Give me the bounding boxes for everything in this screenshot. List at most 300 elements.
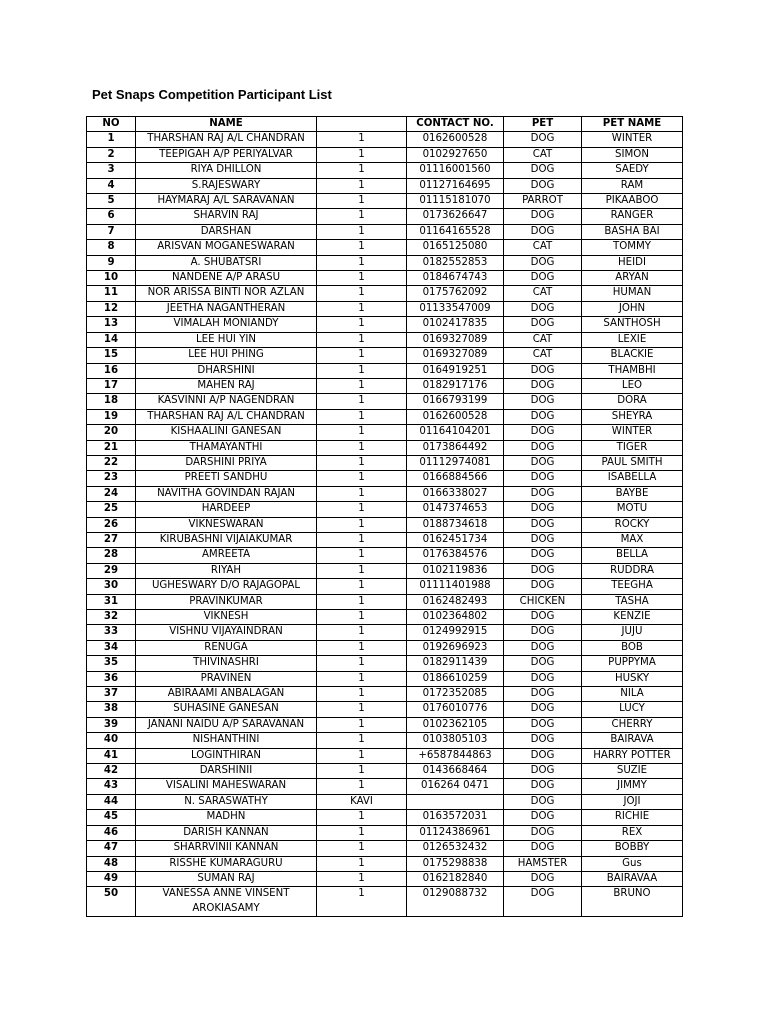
header-row [87,117,683,132]
pet-name: ROCKY [582,517,683,532]
contact-no: 01164104201 [407,425,504,440]
pet-type: DOG [504,764,582,779]
entry-count: 1 [317,163,407,178]
contact-no: 0166338027 [407,486,504,501]
participant-name: KISHAALINI GANESAN [136,425,317,440]
contact-no: +6587844863 [407,748,504,763]
pet-type: DOG [504,271,582,286]
table-row [87,502,683,517]
contact-no: 0165125080 [407,240,504,255]
pet-name: HUMAN [582,286,683,301]
entry-count: 1 [317,779,407,794]
table-row [87,271,683,286]
pet-type: DOG [504,825,582,840]
participant-name: N. SARASWATHY [136,794,317,809]
entry-count: 1 [317,194,407,209]
table-row [87,625,683,640]
pet-type: DOG [504,255,582,270]
pet-name: NILA [582,687,683,702]
participant-name: SUHASINE GANESAN [136,702,317,717]
contact-no: 0147374653 [407,502,504,517]
entry-count: 1 [317,687,407,702]
pet-type: DOG [504,502,582,517]
entry-count: 1 [317,255,407,270]
table-row [87,194,683,209]
entry-count: 1 [317,563,407,578]
pet-name: WINTER [582,425,683,440]
contact-no: 0182917176 [407,378,504,393]
entry-count: KAVI [317,794,407,809]
pet-name: REX [582,825,683,840]
participant-name: UGHESWARY D/O RAJAGOPAL [136,579,317,594]
pet-name: SUZIE [582,764,683,779]
participant-name: NOR ARISSA BINTI NOR AZLAN [136,286,317,301]
contact-no: 0175762092 [407,286,504,301]
row-no: 24 [87,486,136,501]
pet-type: DOG [504,579,582,594]
contact-no: 0186610259 [407,671,504,686]
pet-type: DOG [504,871,582,886]
contact-no: 0166793199 [407,394,504,409]
row-no: 8 [87,240,136,255]
pet-type: DOG [504,702,582,717]
participant-name: NANDENE A/P ARASU [136,271,317,286]
row-no: 3 [87,163,136,178]
pet-type: DOG [504,440,582,455]
pet-name: TIGER [582,440,683,455]
row-no: 45 [87,810,136,825]
participant-name: DARSHAN [136,224,317,239]
table-row [87,394,683,409]
pet-type: DOG [504,548,582,563]
pet-name: BAIRAVAA [582,871,683,886]
participant-name: RENUGA [136,640,317,655]
pet-type: DOG [504,671,582,686]
pet-type: DOG [504,209,582,224]
row-no: 49 [87,871,136,886]
entry-count: 1 [317,224,407,239]
contact-no: 01115181070 [407,194,504,209]
participant-name: THARSHAN RAJ A/L CHANDRAN [136,409,317,424]
table-row [87,178,683,193]
row-no: 47 [87,841,136,856]
participant-name: KASVINNI A/P NAGENDRAN [136,394,317,409]
participant-name: THAMAYANTHI [136,440,317,455]
pet-name: BASHA BAI [582,224,683,239]
contact-no: 0166884566 [407,471,504,486]
entry-count: 1 [317,702,407,717]
contact-no: 01111401988 [407,579,504,594]
pet-type: DOG [504,640,582,655]
contact-no: 0162451734 [407,532,504,547]
pet-name: BAYBE [582,486,683,501]
row-no: 36 [87,671,136,686]
contact-no: 0169327089 [407,348,504,363]
participant-name: ARISVAN MOGANESWARAN [136,240,317,255]
pet-name: MAX [582,532,683,547]
entry-count: 1 [317,301,407,316]
header-contact: CONTACT NO. [407,117,504,132]
pet-name: PUPPYMA [582,656,683,671]
pet-type: DOG [504,779,582,794]
header-blank [317,117,407,132]
contact-no: 0182911439 [407,656,504,671]
entry-count: 1 [317,286,407,301]
participant-name: DARSHINII [136,764,317,779]
row-no: 35 [87,656,136,671]
table-row [87,764,683,779]
contact-no: 01116001560 [407,163,504,178]
table-row [87,132,683,147]
table-row [87,610,683,625]
row-no: 19 [87,409,136,424]
entry-count: 1 [317,425,407,440]
entry-count: 1 [317,317,407,332]
participant-name: A. SHUBATSRI [136,255,317,270]
pet-name: RANGER [582,209,683,224]
participant-name: TEEPIGAH A/P PERIYALVAR [136,147,317,162]
contact-no: 01164165528 [407,224,504,239]
entry-count: 1 [317,502,407,517]
table-row [87,548,683,563]
row-no: 26 [87,517,136,532]
pet-type: DOG [504,794,582,809]
row-no: 15 [87,348,136,363]
pet-type: CAT [504,348,582,363]
pet-name: PIKAABOO [582,194,683,209]
table-row [87,363,683,378]
pet-type: DOG [504,178,582,193]
pet-name: HUSKY [582,671,683,686]
table-row [87,810,683,825]
entry-count: 1 [317,394,407,409]
pet-type: PARROT [504,194,582,209]
table-row [87,733,683,748]
pet-type: DOG [504,486,582,501]
header-no: NO [87,117,136,132]
pet-name: SHEYRA [582,409,683,424]
pet-name: MOTU [582,502,683,517]
pet-type: DOG [504,409,582,424]
pet-type: DOG [504,455,582,470]
pet-name: RICHIE [582,810,683,825]
contact-no [407,794,504,809]
row-no: 42 [87,764,136,779]
table-row [87,887,683,917]
pet-type: CAT [504,240,582,255]
pet-name: ARYAN [582,271,683,286]
entry-count: 1 [317,610,407,625]
pet-type: DOG [504,841,582,856]
pet-name: LEXIE [582,332,683,347]
participant-name: S.RAJESWARY [136,178,317,193]
participant-name: SHARRVINII KANNAN [136,841,317,856]
entry-count: 1 [317,378,407,393]
entry-count: 1 [317,717,407,732]
pet-name: TASHA [582,594,683,609]
pet-type: HAMSTER [504,856,582,871]
table-row [87,779,683,794]
pet-type: DOG [504,224,582,239]
contact-no: 0182552853 [407,255,504,270]
pet-name: TEEGHA [582,579,683,594]
row-no: 25 [87,502,136,517]
row-no: 17 [87,378,136,393]
row-no: 2 [87,147,136,162]
contact-no: 0176384576 [407,548,504,563]
pet-name: BOB [582,640,683,655]
contact-no: 0162482493 [407,594,504,609]
row-no: 4 [87,178,136,193]
participant-name: MADHN [136,810,317,825]
pet-type: DOG [504,363,582,378]
entry-count: 1 [317,548,407,563]
participant-name: NAVITHA GOVINDAN RAJAN [136,486,317,501]
row-no: 20 [87,425,136,440]
entry-count: 1 [317,748,407,763]
row-no: 38 [87,702,136,717]
pet-type: DOG [504,517,582,532]
pet-name: JIMMY [582,779,683,794]
contact-no: 0184674743 [407,271,504,286]
row-no: 48 [87,856,136,871]
participant-name: PREETI SANDHU [136,471,317,486]
pet-name: SANTHOSH [582,317,683,332]
entry-count: 1 [317,625,407,640]
participant-name: SHARVIN RAJ [136,209,317,224]
contact-no: 0102119836 [407,563,504,578]
row-no: 13 [87,317,136,332]
contact-no: 01127164695 [407,178,504,193]
row-no: 18 [87,394,136,409]
table-row [87,517,683,532]
pet-name: BOBBY [582,841,683,856]
pet-type: DOG [504,687,582,702]
participant-name: ABIRAAMI ANBALAGAN [136,687,317,702]
pet-name: KENZIE [582,610,683,625]
row-no: 9 [87,255,136,270]
contact-no: 0126532432 [407,841,504,856]
entry-count: 1 [317,656,407,671]
entry-count: 1 [317,871,407,886]
row-no: 5 [87,194,136,209]
table-row [87,224,683,239]
table-row [87,841,683,856]
page-title: Pet Snaps Competition Participant List [92,87,332,102]
pet-type: DOG [504,563,582,578]
participant-name: NISHANTHINI [136,733,317,748]
participant-name: JEETHA NAGANTHERAN [136,301,317,316]
participant-name: HARDEEP [136,502,317,517]
pet-name: THAMBHI [582,363,683,378]
contact-no: 0162182840 [407,871,504,886]
entry-count: 1 [317,455,407,470]
pet-type: DOG [504,378,582,393]
participant-name: PRAVINEN [136,671,317,686]
table-row [87,856,683,871]
pet-type: CHICKEN [504,594,582,609]
entry-count: 1 [317,209,407,224]
pet-name: CHERRY [582,717,683,732]
table-row [87,163,683,178]
pet-name: SAEDY [582,163,683,178]
pet-type: CAT [504,147,582,162]
table-row [87,871,683,886]
pet-name: JUJU [582,625,683,640]
participant-name: MAHEN RAJ [136,378,317,393]
row-no: 46 [87,825,136,840]
pet-type: CAT [504,332,582,347]
entry-count: 1 [317,440,407,455]
participant-name: SUMAN RAJ [136,871,317,886]
pet-type: DOG [504,625,582,640]
row-no: 30 [87,579,136,594]
pet-name: BAIRAVA [582,733,683,748]
entry-count: 1 [317,841,407,856]
participant-name: THARSHAN RAJ A/L CHANDRAN [136,132,317,147]
entry-count: 1 [317,132,407,147]
row-no: 23 [87,471,136,486]
contact-no: 0175298838 [407,856,504,871]
pet-name: BRUNO [582,887,683,917]
entry-count: 1 [317,579,407,594]
pet-type: DOG [504,810,582,825]
participant-name: KIRUBASHNI VIJAIAKUMAR [136,532,317,547]
pet-name: LUCY [582,702,683,717]
row-no: 14 [87,332,136,347]
participant-name: VISALINI MAHESWARAN [136,779,317,794]
row-no: 39 [87,717,136,732]
entry-count: 1 [317,363,407,378]
entry-count: 1 [317,532,407,547]
table-row [87,579,683,594]
row-no: 33 [87,625,136,640]
contact-no: 01133547009 [407,301,504,316]
contact-no: 0162600528 [407,409,504,424]
entry-count: 1 [317,640,407,655]
participant-table [86,116,683,917]
table-row [87,332,683,347]
row-no: 16 [87,363,136,378]
participant-name: AMREETA [136,548,317,563]
entry-count: 1 [317,671,407,686]
contact-no: 016264 0471 [407,779,504,794]
row-no: 43 [87,779,136,794]
participant-name: VIMALAH MONIANDY [136,317,317,332]
pet-type: DOG [504,717,582,732]
participant-name: VIKNESWARAN [136,517,317,532]
pet-type: DOG [504,394,582,409]
row-no: 34 [87,640,136,655]
row-no: 28 [87,548,136,563]
pet-type: DOG [504,317,582,332]
row-no: 6 [87,209,136,224]
header-name: NAME [136,117,317,132]
table-row [87,147,683,162]
contact-no: 0143668464 [407,764,504,779]
row-no: 50 [87,887,136,917]
table-row [87,486,683,501]
pet-name: JOJI [582,794,683,809]
table-row [87,440,683,455]
entry-count: 1 [317,764,407,779]
table-row [87,209,683,224]
contact-no: 0129088732 [407,887,504,917]
participant-name: LEE HUI PHING [136,348,317,363]
pet-name: PAUL SMITH [582,455,683,470]
contact-no: 0164919251 [407,363,504,378]
row-no: 40 [87,733,136,748]
header-pet-name: PET NAME [582,117,683,132]
entry-count: 1 [317,517,407,532]
entry-count: 1 [317,825,407,840]
participant-name: DHARSHINI [136,363,317,378]
contact-no: 0124992915 [407,625,504,640]
entry-count: 1 [317,471,407,486]
contact-no: 0162600528 [407,132,504,147]
participant-name: VISHNU VIJAYAINDRAN [136,625,317,640]
pet-name: TOMMY [582,240,683,255]
participant-name: HAYMARAJ A/L SARAVANAN [136,194,317,209]
participant-name: RISSHE KUMARAGURU [136,856,317,871]
row-no: 31 [87,594,136,609]
participant-name: DARSHINI PRIYA [136,455,317,470]
participant-name: THIVINASHRI [136,656,317,671]
table-row [87,409,683,424]
participant-name: VANESSA ANNE VINSENT AROKIASAMY [136,887,317,917]
table-row [87,301,683,316]
contact-no: 0169327089 [407,332,504,347]
entry-count: 1 [317,240,407,255]
table-row [87,240,683,255]
row-no: 44 [87,794,136,809]
pet-type: DOG [504,532,582,547]
contact-no: 0176010776 [407,702,504,717]
pet-name: RAM [582,178,683,193]
header-pet: PET [504,117,582,132]
row-no: 1 [87,132,136,147]
table-row [87,794,683,809]
row-no: 22 [87,455,136,470]
pet-type: DOG [504,733,582,748]
contact-no: 01124386961 [407,825,504,840]
pet-name: HEIDI [582,255,683,270]
contact-no: 0188734618 [407,517,504,532]
pet-name: BELLA [582,548,683,563]
participant-name: DARISH KANNAN [136,825,317,840]
participant-name: LEE HUI YIN [136,332,317,347]
row-no: 27 [87,532,136,547]
contact-no: 0172352085 [407,687,504,702]
table-row [87,286,683,301]
pet-type: DOG [504,610,582,625]
contact-no: 0102362105 [407,717,504,732]
contact-no: 0103805103 [407,733,504,748]
pet-type: DOG [504,163,582,178]
pet-name: BLACKIE [582,348,683,363]
table-row [87,378,683,393]
entry-count: 1 [317,178,407,193]
pet-name: SIMON [582,147,683,162]
table-row [87,717,683,732]
table-row [87,348,683,363]
entry-count: 1 [317,733,407,748]
row-no: 21 [87,440,136,455]
row-no: 41 [87,748,136,763]
entry-count: 1 [317,594,407,609]
table-row [87,671,683,686]
table-row [87,656,683,671]
